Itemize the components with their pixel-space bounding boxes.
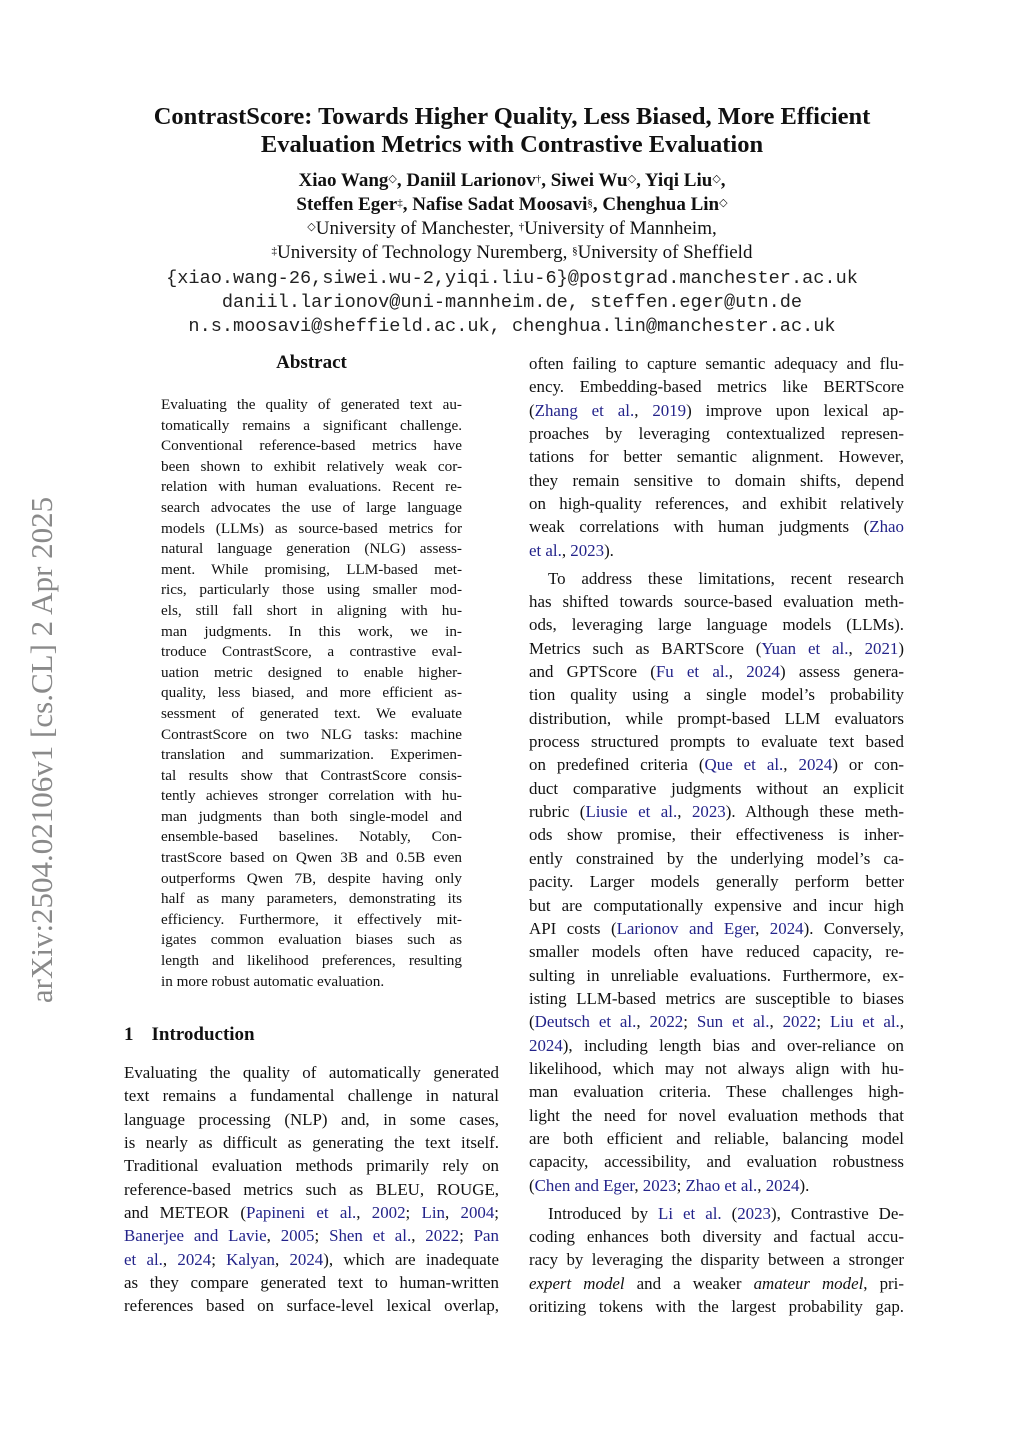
citation-link[interactable]: 2024 bbox=[177, 1249, 212, 1269]
citation-link[interactable]: Shen et al. bbox=[329, 1226, 412, 1246]
separator: , bbox=[396, 170, 407, 191]
text-run: ) improve upon lexical ap- bbox=[686, 400, 904, 420]
citation-link[interactable]: Larionov and Eger bbox=[616, 918, 756, 938]
text-run: ods show promise, their effectiveness is inher- bbox=[529, 825, 904, 845]
citation-link[interactable]: 2024 bbox=[289, 1249, 324, 1269]
authors-line-1 bbox=[0, 169, 1024, 193]
citation-link[interactable]: Banerjee and Lavie bbox=[124, 1226, 267, 1246]
text-run: ods, leveraging large language models (LLMs). bbox=[529, 615, 904, 635]
text-line bbox=[529, 1127, 904, 1150]
text-run: sulting in unreliable evaluations. Furthermore, ex- bbox=[529, 965, 904, 985]
text-run: duct comparative judgments without an explicit bbox=[529, 778, 904, 798]
text-line bbox=[124, 1131, 499, 1154]
text-run: they remain sensitive to domain shifts, depend bbox=[529, 470, 904, 490]
citation-link[interactable]: Liu et al. bbox=[829, 1012, 900, 1032]
text-line bbox=[124, 1061, 499, 1084]
text-run: , bbox=[677, 802, 692, 822]
text-run: ). Conversely, bbox=[803, 918, 904, 938]
text-line bbox=[529, 492, 904, 515]
text-run: often failing to capture semantic adequacy and flu- bbox=[529, 354, 904, 373]
text-run: Conventional reference-based metrics have bbox=[161, 437, 462, 455]
text-line bbox=[161, 683, 462, 704]
authors-line-2 bbox=[0, 193, 1024, 217]
text-run: ) or con- bbox=[832, 755, 905, 775]
text-run: translation and summarization. Experimen- bbox=[161, 746, 462, 764]
text-line bbox=[161, 766, 462, 787]
separator: , bbox=[711, 218, 717, 239]
text-line bbox=[161, 869, 462, 890]
text-run: but are computationally expensive and incur high bbox=[529, 895, 904, 915]
text-run: ently constrained by the underlying model’s ca- bbox=[529, 848, 904, 868]
text-line bbox=[161, 786, 462, 807]
section-heading-introduction bbox=[124, 1024, 255, 1046]
abstract-heading: Abstract bbox=[276, 352, 347, 373]
text-run: ment. While promising, LLM-based met- bbox=[161, 560, 462, 578]
citation-link[interactable]: Li et al. bbox=[658, 1203, 722, 1223]
text-line bbox=[529, 870, 904, 893]
text-run: rics, particularly those using smaller mod- bbox=[161, 581, 462, 599]
text-line bbox=[529, 613, 904, 636]
text-run: natural language generation (NLG) assess- bbox=[161, 540, 462, 558]
citation-link[interactable]: Papineni et al. bbox=[246, 1203, 357, 1223]
text-line bbox=[161, 539, 462, 560]
emphasis-text: expert model bbox=[529, 1273, 625, 1293]
text-run: light the need for novel evaluation methods that bbox=[529, 1105, 904, 1125]
text-line bbox=[124, 1248, 499, 1271]
text-run: coding enhances both diversity and factual accu- bbox=[529, 1226, 904, 1246]
text-line bbox=[124, 1201, 499, 1224]
text-line bbox=[529, 1010, 904, 1033]
text-run: ), including length bias and over-reliance on bbox=[562, 1035, 904, 1055]
text-run: length and likelihood preferences, resulting bbox=[161, 952, 462, 970]
text-line bbox=[161, 601, 462, 622]
text-line bbox=[124, 1084, 499, 1107]
text-line bbox=[529, 964, 904, 987]
text-run: igates common evaluation biases such as bbox=[161, 931, 462, 949]
paragraph bbox=[529, 567, 904, 1197]
text-run: , bbox=[356, 1203, 372, 1223]
citation-link[interactable]: Zhao bbox=[869, 517, 904, 537]
affiliation-name: University of Sheffield bbox=[577, 242, 753, 263]
text-run: smaller models often have reduced capacity, re- bbox=[529, 942, 904, 962]
text-line bbox=[161, 704, 462, 725]
text-run: , bbox=[162, 1249, 178, 1269]
section-number: 1 bbox=[124, 1024, 134, 1045]
text-run: weak correlations with human judgments ( bbox=[529, 517, 870, 537]
text-run: ) bbox=[898, 638, 904, 658]
text-line bbox=[161, 889, 462, 910]
text-line bbox=[529, 707, 904, 730]
text-line bbox=[161, 519, 462, 540]
text-run: , bbox=[899, 1012, 904, 1032]
text-run: Introduced by bbox=[548, 1203, 659, 1223]
text-run: , bbox=[445, 1203, 461, 1223]
text-run: uation metric designed to enable higher- bbox=[161, 663, 462, 681]
text-run: tomatically remains a significant challenge. bbox=[161, 416, 462, 434]
author-name: Chenghua Lin bbox=[602, 194, 720, 215]
text-run: quality, less biased, and more efficient as- bbox=[161, 684, 462, 702]
text-line bbox=[124, 1294, 499, 1317]
citation-link[interactable]: Deutsch et al. bbox=[534, 1012, 637, 1032]
text-run: els, still fall short in aligning with hu- bbox=[161, 601, 462, 619]
text-line bbox=[529, 590, 904, 613]
text-line bbox=[124, 1154, 499, 1177]
text-run: isting LLM-based metrics are susceptible to biases bbox=[529, 988, 904, 1008]
citation-link[interactable]: Zhao et al. bbox=[685, 1175, 758, 1195]
text-run: is nearly as difficult as generating the text itself. bbox=[124, 1133, 499, 1153]
email-line-2: daniil.larionov@uni-mannheim.de, steffen.eger@utn.de bbox=[221, 292, 803, 313]
text-run: capacity, accessibility, and evaluation robustness bbox=[529, 1152, 904, 1172]
text-run: and METEOR ( bbox=[124, 1203, 246, 1223]
citation-link[interactable]: et al. bbox=[529, 540, 562, 560]
affiliation-name: University of Mannheim bbox=[524, 218, 712, 239]
text-run: , bbox=[769, 1012, 783, 1032]
text-line bbox=[529, 469, 904, 492]
citation-link[interactable]: 2024 bbox=[765, 1175, 800, 1195]
citation-link[interactable]: Liusie et al. bbox=[585, 802, 678, 822]
text-line bbox=[529, 894, 904, 917]
text-line bbox=[124, 1108, 499, 1131]
text-run: ContrastScore on two NLG tasks: machine bbox=[161, 725, 462, 743]
affiliation-marker: ◇ bbox=[719, 197, 728, 209]
text-line bbox=[124, 1178, 499, 1201]
text-run: ), which are inadequate bbox=[323, 1249, 499, 1269]
text-line bbox=[161, 930, 462, 951]
text-run: reference-based metrics such as BLEU, ROUGE, bbox=[124, 1179, 499, 1199]
text-run: relation with human evaluations. Recent re- bbox=[161, 478, 462, 496]
text-run: racy by leveraging the disparity between a stronger bbox=[529, 1250, 904, 1270]
separator: , bbox=[636, 170, 645, 191]
text-run: pacity. Larger models generally perform better bbox=[529, 872, 904, 892]
text-line bbox=[161, 622, 462, 643]
text-line bbox=[529, 1080, 904, 1103]
citation-link[interactable]: 2024 bbox=[798, 755, 833, 775]
separator: , bbox=[562, 242, 573, 263]
text-run: Metrics such as BARTScore ( bbox=[529, 638, 762, 658]
text-run: text remains a fundamental challenge in natural bbox=[124, 1086, 499, 1106]
text-line bbox=[529, 1295, 904, 1318]
text-run: man evaluation criteria. These challenges high- bbox=[529, 1082, 904, 1102]
text-run: in more robust automatic evaluation. bbox=[161, 972, 385, 990]
text-run: proaches by leveraging contextualized represen- bbox=[529, 424, 904, 444]
text-line bbox=[161, 807, 462, 828]
text-run: ; bbox=[683, 1012, 697, 1032]
text-run: and a weaker bbox=[624, 1273, 754, 1293]
citation-link[interactable]: 2021 bbox=[864, 638, 899, 658]
text-run: on predefined criteria ( bbox=[529, 755, 705, 775]
affiliation-marker: ◇ bbox=[712, 173, 721, 185]
arxiv-identifier-stamp: arXiv:2504.02106v1 [cs.CL] 2 Apr 2025 bbox=[24, 496, 59, 1004]
citation-link[interactable]: 2024 bbox=[529, 1035, 563, 1055]
text-line bbox=[529, 515, 904, 538]
citation-link[interactable]: 2019 bbox=[652, 400, 687, 420]
text-line bbox=[529, 1034, 904, 1057]
text-run: sessment of generated text. We evaluate bbox=[161, 704, 462, 722]
citation-link[interactable]: 2023 bbox=[642, 1175, 677, 1195]
citation-link[interactable]: 2022 bbox=[649, 1012, 684, 1032]
text-run: , bbox=[783, 755, 799, 775]
text-line bbox=[529, 940, 904, 963]
text-line bbox=[529, 539, 904, 562]
text-run: ; bbox=[405, 1203, 422, 1223]
affiliation-marker: ‡ bbox=[271, 245, 278, 257]
text-run: ensemble-based baselines. Notably, Con- bbox=[161, 828, 462, 846]
text-run: models (LLMs) as source-based metrics for bbox=[161, 519, 462, 537]
text-line bbox=[529, 777, 904, 800]
text-run: rubric ( bbox=[529, 802, 586, 822]
text-line bbox=[161, 498, 462, 519]
citation-link[interactable]: 2023 bbox=[570, 540, 605, 560]
text-line bbox=[529, 753, 904, 776]
text-run: ), Contrastive De- bbox=[771, 1203, 905, 1223]
section-title: Introduction bbox=[151, 1024, 255, 1045]
citation-link[interactable]: Fu et al. bbox=[655, 662, 729, 682]
text-run: , bbox=[634, 400, 653, 420]
text-line bbox=[529, 1248, 904, 1271]
text-line bbox=[529, 637, 904, 660]
citation-link[interactable]: 2024 bbox=[769, 918, 804, 938]
affiliation-marker: † bbox=[518, 221, 525, 233]
text-line bbox=[529, 352, 904, 375]
text-line bbox=[529, 567, 904, 590]
author-name: Daniil Larionov bbox=[406, 170, 536, 191]
text-run: ency. Embedding-based metrics like BERTScore bbox=[529, 377, 904, 397]
text-run: ; bbox=[494, 1203, 499, 1223]
text-line bbox=[529, 800, 904, 823]
text-line bbox=[161, 848, 462, 869]
paper-title-line-1: ContrastScore: Towards Higher Quality, Less Biased, More Efficient bbox=[153, 103, 871, 130]
text-run: , bbox=[848, 638, 865, 658]
citation-link[interactable]: 2023 bbox=[737, 1203, 771, 1223]
text-line bbox=[161, 560, 462, 581]
text-line bbox=[529, 730, 904, 753]
affiliation-marker: ◇ bbox=[627, 173, 637, 185]
author-name: Xiao Wang bbox=[298, 170, 389, 191]
citation-link[interactable]: Zhang et al. bbox=[534, 400, 635, 420]
author-name: Nafise Sadat Moosavi bbox=[412, 194, 588, 215]
text-run: ( bbox=[529, 1012, 535, 1032]
text-run: and GPTScore ( bbox=[529, 662, 656, 682]
citation-link[interactable]: 2024 bbox=[746, 662, 780, 682]
text-run: , bbox=[266, 1226, 281, 1246]
text-line bbox=[161, 395, 462, 416]
affiliation-name: University of Technology Nuremberg bbox=[277, 242, 563, 263]
text-run: , bbox=[636, 1012, 650, 1032]
text-run: , bbox=[755, 918, 770, 938]
text-run: troduce ContrastScore, a contrastive eval- bbox=[161, 643, 462, 661]
text-line bbox=[124, 1271, 499, 1294]
text-run: ; bbox=[314, 1226, 330, 1246]
text-run: ). bbox=[604, 540, 614, 560]
text-run: language processing (NLP) and, in some cases, bbox=[124, 1109, 499, 1129]
text-line bbox=[529, 823, 904, 846]
text-run: Evaluating the quality of generated text au- bbox=[161, 396, 462, 413]
text-run: ( bbox=[721, 1203, 738, 1223]
text-run: , bbox=[634, 1175, 643, 1195]
text-line bbox=[529, 1057, 904, 1080]
citation-link[interactable]: Sun et al. bbox=[696, 1012, 770, 1032]
author-name: Steffen Eger bbox=[296, 194, 398, 215]
text-run: tently achieves stronger correlation with hu- bbox=[161, 787, 462, 805]
text-run: trastScore based on Qwen 3B and 0.5B even bbox=[161, 849, 462, 867]
citation-link[interactable]: Lin bbox=[421, 1203, 445, 1223]
affiliations-line-2 bbox=[0, 241, 1024, 265]
affiliation-marker: § bbox=[587, 197, 593, 209]
text-run: API costs ( bbox=[529, 918, 617, 938]
text-run: search advocates the use of large language bbox=[161, 498, 462, 516]
text-line bbox=[529, 1225, 904, 1248]
text-line bbox=[161, 745, 462, 766]
text-run: references based on surface-level lexical overlap, bbox=[124, 1296, 499, 1316]
citation-link[interactable]: 2005 bbox=[280, 1226, 315, 1246]
email-line-1: {xiao.wang-26,siwei.wu-2,yiqi.liu-6}@postgrad.manchester.ac.uk bbox=[166, 268, 858, 289]
affiliation-marker: ◇ bbox=[307, 221, 316, 233]
text-run: ; bbox=[816, 1012, 830, 1032]
separator: , bbox=[541, 170, 551, 191]
citation-link[interactable]: Kalyan bbox=[226, 1249, 275, 1269]
paper-title-line-2: Evaluation Metrics with Contrastive Evaluation bbox=[260, 131, 764, 158]
text-run: man judgments. In this work, we in- bbox=[161, 622, 462, 640]
author-name: Siwei Wu bbox=[550, 170, 628, 191]
text-line bbox=[161, 972, 462, 993]
paragraph bbox=[529, 1202, 904, 1319]
text-run: as they compare generated text to human-written bbox=[124, 1273, 499, 1293]
text-run: ( bbox=[529, 1175, 535, 1195]
text-run: been shown to exhibit relatively weak cor- bbox=[161, 457, 462, 475]
citation-link[interactable]: 2022 bbox=[425, 1226, 460, 1246]
text-line bbox=[124, 1224, 499, 1247]
text-line bbox=[529, 422, 904, 445]
text-line bbox=[529, 1272, 904, 1295]
text-run: efficiency. Furthermore, it effectively mit- bbox=[161, 910, 462, 928]
citation-link[interactable]: 2023 bbox=[691, 802, 726, 822]
citation-link[interactable]: et al. bbox=[124, 1249, 163, 1269]
separator: , bbox=[402, 194, 413, 215]
text-line bbox=[529, 847, 904, 870]
text-run: , bbox=[757, 1175, 766, 1195]
text-line bbox=[529, 1104, 904, 1127]
text-run: To address these limitations, recent research bbox=[548, 568, 904, 588]
intro-right-column bbox=[529, 352, 904, 1318]
text-line bbox=[529, 1150, 904, 1173]
affiliation-marker: ◇ bbox=[388, 173, 397, 185]
text-line bbox=[161, 827, 462, 848]
text-run: outperforms Qwen 7B, despite having only bbox=[161, 869, 462, 887]
citation-link[interactable]: 2022 bbox=[782, 1012, 817, 1032]
text-run: , bbox=[274, 1249, 290, 1269]
citation-link[interactable]: 2004 bbox=[460, 1203, 495, 1223]
text-run: has shifted towards source-based evaluation meth- bbox=[529, 592, 904, 612]
text-run: are both efficient and reliable, balancing model bbox=[529, 1128, 904, 1148]
affiliation-marker: † bbox=[535, 173, 542, 185]
text-run: ; bbox=[459, 1226, 474, 1246]
text-line bbox=[529, 917, 904, 940]
affiliation-marker: ‡ bbox=[397, 197, 403, 209]
text-run: likelihood, which may not always align with hu- bbox=[529, 1058, 904, 1078]
citation-link[interactable]: 2002 bbox=[371, 1203, 406, 1223]
separator: , bbox=[720, 170, 726, 191]
text-line bbox=[161, 416, 462, 437]
text-line bbox=[529, 660, 904, 683]
citation-link[interactable]: Que et al. bbox=[704, 755, 784, 775]
text-run: ) assess genera- bbox=[779, 662, 904, 682]
separator: , bbox=[592, 194, 603, 215]
text-line bbox=[161, 725, 462, 746]
separator: , bbox=[509, 218, 519, 239]
text-run: oritizing tokens with the largest probability gap. bbox=[529, 1296, 904, 1316]
text-line bbox=[161, 580, 462, 601]
text-line bbox=[529, 1174, 904, 1197]
text-line bbox=[161, 951, 462, 972]
text-line bbox=[161, 910, 462, 931]
affiliation-name: University of Manchester bbox=[315, 218, 510, 239]
text-run: ( bbox=[529, 400, 535, 420]
text-line bbox=[161, 642, 462, 663]
text-run: ; bbox=[676, 1175, 686, 1195]
text-line bbox=[161, 436, 462, 457]
text-line bbox=[529, 375, 904, 398]
text-run: ). Although these meth- bbox=[725, 802, 905, 822]
text-line bbox=[161, 457, 462, 478]
text-run: on high-quality references, and exhibit relatively bbox=[529, 494, 904, 514]
text-run: , pri- bbox=[863, 1273, 904, 1293]
citation-link[interactable]: Pan bbox=[473, 1226, 499, 1246]
paragraph bbox=[529, 352, 904, 562]
citation-link[interactable]: Chen and Eger bbox=[534, 1175, 635, 1195]
abstract-text bbox=[161, 395, 462, 992]
text-line bbox=[529, 987, 904, 1010]
text-run: tations for better semantic alignment. However, bbox=[529, 447, 904, 467]
text-run: , bbox=[411, 1226, 426, 1246]
text-run: distribution, while prompt-based LLM evaluators bbox=[529, 708, 904, 728]
affiliations-line-1 bbox=[0, 217, 1024, 241]
text-run: ; bbox=[211, 1249, 227, 1269]
text-line bbox=[529, 399, 904, 422]
text-run: man judgments than both single-model and bbox=[161, 807, 462, 825]
text-run: tion quality using a single model’s probability bbox=[529, 685, 904, 705]
affiliation-marker: § bbox=[572, 245, 578, 257]
text-line bbox=[161, 477, 462, 498]
text-run: , bbox=[728, 662, 747, 682]
emphasis-text: amateur model bbox=[753, 1273, 864, 1293]
text-run: tal results show that ContrastScore consis- bbox=[161, 766, 462, 784]
text-line bbox=[161, 663, 462, 684]
author-name: Yiqi Liu bbox=[644, 170, 713, 191]
text-line bbox=[529, 1202, 904, 1225]
citation-link[interactable]: Yuan et al. bbox=[761, 638, 849, 658]
text-run: ). bbox=[799, 1175, 810, 1195]
text-line bbox=[529, 445, 904, 468]
text-run: process structured prompts to evaluate text based bbox=[529, 732, 904, 752]
text-line bbox=[529, 683, 904, 706]
text-run: Evaluating the quality of automatically generated bbox=[124, 1063, 499, 1082]
intro-left-column bbox=[124, 1061, 499, 1318]
email-line-3: n.s.moosavi@sheffield.ac.uk, chenghua.lin@manchester.ac.uk bbox=[188, 316, 836, 337]
text-run: half as many parameters, demonstrating its bbox=[161, 890, 462, 908]
text-run: , bbox=[561, 540, 571, 560]
text-run: Traditional evaluation methods primarily rely on bbox=[124, 1156, 499, 1176]
